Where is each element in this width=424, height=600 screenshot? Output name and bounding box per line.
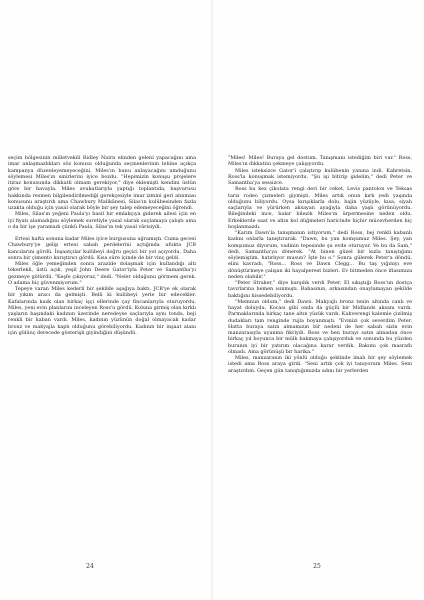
paragraph: Miles öğle yemeğinden sonra arazide dolaşmak için kullandığı altı tekerlekli, üstü açık, yeşil John Deere Gator'iyla Peter ve Samantha'yı gezmeye götürdü. "Keşfe çıkıyoruz," dedi. "Neler olduğunu görmem gerek. O adama hiç güvenmiyorum.": [8, 261, 196, 286]
paragraph: Tepeye varan Miles kederli bir şekilde aşağıya baktı. JCB'ye ek olarak bir yıkım aracı da gelmişti. Belli ki kulübeyi yerle bir edecekler. Kafalarında kask olan birkaç işçi ellerinde çay fincanlarıyla oturuyordu. Miles, yeni evin planlarını inceleyen Ross'u gördü. Koluna girmiş olan kırklı yaşların başındaki kadının üzerinde neredeyse saçlarıyla aynı tonda, beji renkli bir kaban vardı. Miles, kadının yüzünün doğal olmayacak kadar bronz ve makyajla kaplı olduğunu görebiliyordu. Kadının bir inşaat alanı için gülünç derecede gösterişli giyindiğini düşündü.: [8, 286, 196, 336]
left-page-number: 24: [86, 563, 94, 570]
paragraph: Ertesi hafta sonuna kadar Miles iyice burgusuna uğramıştı. Cuma gecesi Chawbury'ye gelip ertesi sabah perdelerini açtığında ufukta JCB kancılarını gördü. İnşaatçılar kulübeyi doğru geçici bir yol açıyordu. Daha sonra bir çimento karıştırıcı gördü. Kısa süre içinde de bir vinç geldi.: [8, 236, 196, 261]
paragraph: seçim bölgesinin milletvekili Ridley Nairn elinden geleni yapacağını ama imar anlaşmazlıkları söz konusu olduğunda seçmenlerinin lehine açıkça kampanya düzenleyemeyeceğini, Miles'ın bunu anlayacağını umduğunu söylemesi Miles'ın sinirlerini iyice bozdu. "Hepimizin konuşu projelere itiraz konusunda dikkatli olmam gerekiyor," diye eklemişti kendini üstün göre bir havayla. Miles avukatlarıyla yaptığı toplantıda, başvurusu hakkında resmen bilgilendirilmediği gerekçesiyle imar izmini geri alınması konusunu araştırdı ama Chawbury Malikânesi, Silas'ın kulübesinden fazla uzakta olduğu için yasal olarak böyle bir şey talep edemeyeceğini öğrendi.: [8, 155, 196, 211]
right-page-number: 25: [313, 563, 321, 570]
paragraph: "Memnun oldum," dedi Dawn. Makyajlı bronz tenin altında canlı ve hayat doluydu. Kocası gibi onda da güçlü bir Midlands aksanı vardı. Parmaklarında birkaç tane altın yüzük vardı. Kahverengi kalemle çizilmiş dudakları tam renginde rujla boyanmıştı. "Evinizi çok severdim Peter. Hatta buraya satın almamızın bir nedeni de her sabah sizin evin manzarasıyla uyanma fikriydi. Ross ve ben burayı satın almadan önce birkaç yıl boyunca bir mülk bakmaya çalışıyorduk ve sonunda bu yüzden buranın iyi bir yatırım olacağına karar verdik. Bakımı çok masraflı olmadı. Ama görünüşü bir harika.": [228, 298, 412, 355]
right-page: [212, 0, 424, 600]
paragraph: Ross bu kez çikolata rengi deri bir ceket, Levis pantolon ve Teksas tarzı rodeo çizmeleri giymişti. Miles artık onun kırk yedi yaşında olduğunu biliyordu. Oysa kırışıklarla dolu, bajin yüzüyle, kısa, siyah saçlarıyla ve yürürken aksayan ayağıyla daha yaşlı görünüyordu. Bileğindeki ince, bakır bilezik Miles'ın ürpermesine neden oldu. Erkeklerde saat ve altın kol düğmeleri haricinde hiçbir mücevherden hiç hoşlanmazdı.: [228, 186, 412, 230]
paragraph: "Peter Straker," diye karşılık verdi Peter. El sıkıştığı Ross'un dostça tavırlarına hemen ısınmıştı. Babasının, arkasından onaylamayan şekilde baktığını hissedebiliyordu.: [228, 280, 412, 299]
paragraph: Miles isteksizce Gator'i çalıştırıp kulübenin yanına indi. Kahretsin. Ross'la konuşmak istemiyordu. "Şu işi bitirip gidelim," dedi Peter ve Samantha'ya sessizce.: [228, 167, 412, 186]
left-page-body: [8, 155, 196, 336]
paragraph: Miles, Silas'ın yeğeni Paula'yı basit bir emlakçıya giderek ailesi için en iyi fiyatı alamadığını söylemek suretiyle yasal olarak suçlamaya çalıştı ama o da bir işe yaramadı çünkü Paula, Silas'ın tek yasal vârisiydi.: [8, 211, 196, 230]
paragraph: "Miles! Miles! Buraya gel dostum. Tanışmanı istediğim biri var." Ross, Miles'ın dikkatini çekmeye çalışıyordu.: [228, 155, 412, 168]
right-page-body: [228, 155, 412, 374]
paragraph: Miles, manzaranın iki yönlü olduğu şeklinde imalı bir şey söylemek istedi ama Ross araya girdi. "Seni artık çok iyi tanıyorum Miles. Seni araştırdım. Geçen gün tanıştığımızda adını bir yerlerden: [228, 355, 412, 374]
paragraph: "Karım Dawn'la tanışmanın istiyorum," dedi Ross, bej renkli kabanlı kadını onlarla tanıştırarak. "Dawn, bu yan komşumuz Miles. Şey, yan komşumuz diyorum, vadinin tepesinde şu evde oturuyor. Ve bu da Sam," dedi, Samantha'ya dönerek. "At binen güzel bir kızla tanıştığımı söylemiştim, hatırlıyor musun? İşte bu o." Sonra gülerek Peter'a döndü, elini kavradı, "Ross... Ross ve Dawn Clegg... Bu taş yığınıyı eve dönüştürmeye çalışan iki hayalperest bizleri. Ev bitmeden önce iflasımıza neden olabilir.": [228, 230, 412, 280]
